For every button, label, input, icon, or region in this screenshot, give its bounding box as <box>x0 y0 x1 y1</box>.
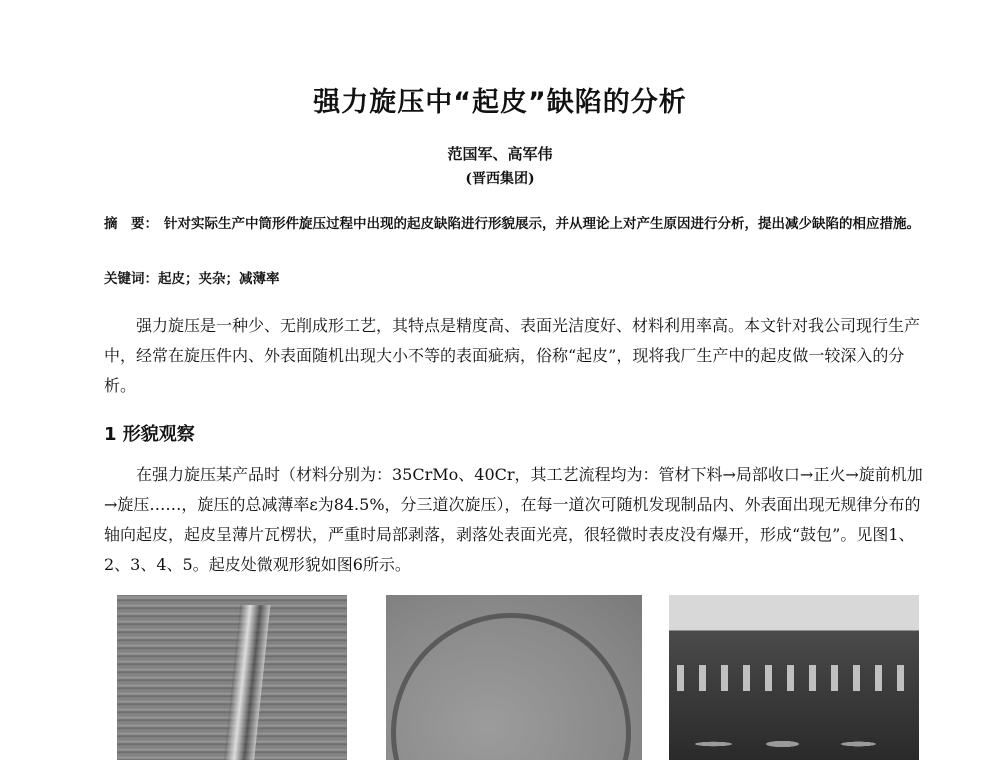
section-paragraph-1: 在强力旋压某产品时（材料分别为：35CrMo、40Cr，其工艺流程均为：管材下料→局部收口→正火→旋前机加→旋压……，旋压的总减薄率ε为84.5%，分三道次旋压），在每一道次可随机发现制品内、外表面出现无规律分布的轴向起皮，起皮呈薄片瓦楞状，严重时局部剥落，剥落处表面光亮，很轻微时表皮没有爆开，形成“鼓包”。见图1、2、3、4、5。起皮处微观形貌如图6所示。 <box>104 465 923 574</box>
abstract-text: 针对实际生产中筒形件旋压过程中出现的起皮缺陷进行形貌展示，并从理论上对产生原因进行分析，提出减少缺陷的相应措施。 <box>164 216 920 232</box>
author-line: 范国军、高军伟 <box>447 145 553 163</box>
figure-photo-2 <box>386 595 642 760</box>
figure-photo-1 <box>117 595 347 760</box>
affiliation-line: (晋西集团) <box>465 171 535 187</box>
section-heading-1: 1 形貌观察 <box>104 424 195 445</box>
keywords-text: 起皮；夹杂；减薄率 <box>158 271 280 287</box>
abstract-label: 摘 要： <box>104 216 158 232</box>
intro-paragraph: 强力旋压是一种少、无削成形工艺，其特点是精度高、表面光洁度好、材料利用率高。本文针对我公司现行生产中，经常在旋压件内、外表面随机出现大小不等的表面疵病，俗称“起皮”，现将我厂生产中的起皮做一较深入的分析。 <box>104 316 921 395</box>
keywords-block <box>104 267 924 287</box>
paper-title: 强力旋压中“起皮”缺陷的分析 <box>313 87 687 118</box>
abstract-block <box>104 213 924 236</box>
keywords-label: 关键词： <box>104 271 158 287</box>
figure-photo-3 <box>669 595 919 760</box>
